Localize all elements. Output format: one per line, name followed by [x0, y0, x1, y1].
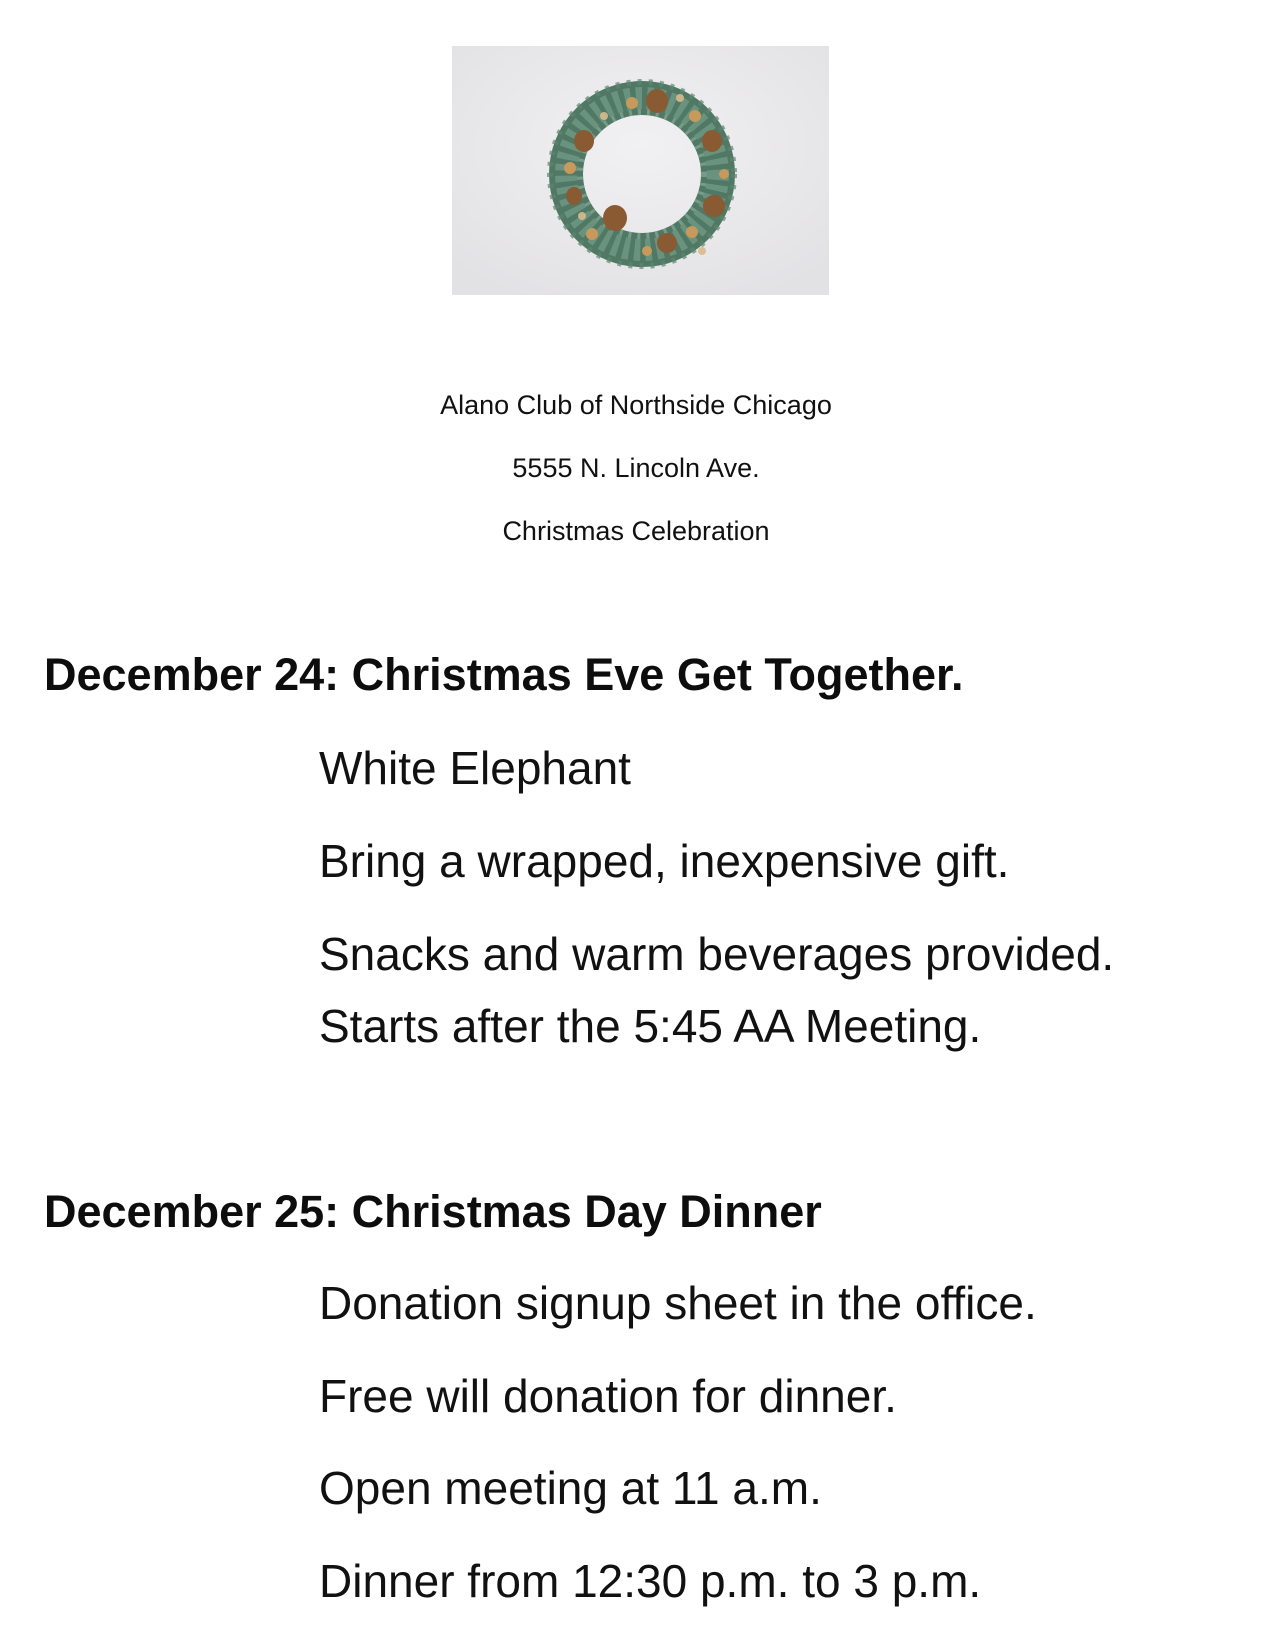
event-detail: Starts after the 5:45 AA Meeting.: [319, 1000, 982, 1052]
wreath-icon: [452, 46, 829, 295]
event-detail: Bring a wrapped, inexpensive gift.: [319, 835, 1010, 887]
address: 5555 N. Lincoln Ave.: [512, 453, 760, 483]
event-detail: Snacks and warm beverages provided.: [319, 928, 1115, 980]
event-detail: Dinner from 12:30 p.m. to 3 p.m.: [319, 1555, 982, 1607]
event-title-dec-24: December 24: Christmas Eve Get Together.: [44, 649, 964, 700]
event-detail: Open meeting at 11 a.m.: [319, 1462, 822, 1514]
wreath-image: [452, 46, 829, 295]
event-detail: White Elephant: [319, 742, 631, 794]
event-name: Christmas Celebration: [502, 516, 770, 546]
event-detail: Donation signup sheet in the office.: [319, 1277, 1037, 1329]
org-name: Alano Club of Northside Chicago: [440, 390, 832, 420]
event-title-dec-25: December 25: Christmas Day Dinner: [44, 1186, 822, 1237]
event-detail: Free will donation for dinner.: [319, 1370, 897, 1422]
